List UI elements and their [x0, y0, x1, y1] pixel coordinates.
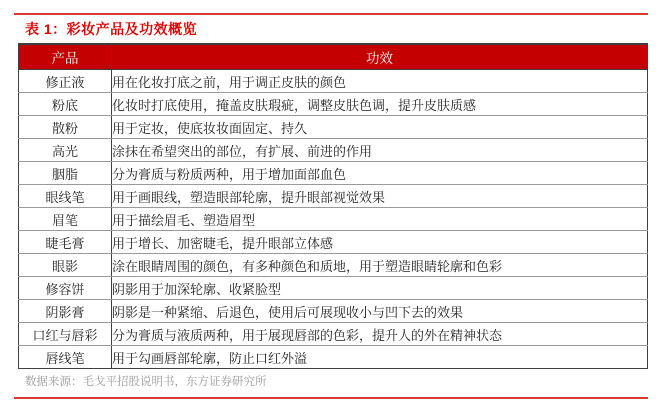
effect-cell: 用于定妆，使底妆妆面固定、持久: [112, 116, 648, 139]
table-title: 表 1：彩妆产品及功效概览: [25, 21, 198, 37]
table-row: [19, 93, 648, 116]
effect-cell: 分为膏质与液质两种，用于展现唇部的色彩，提升人的外在精神状态: [112, 323, 648, 346]
effect-cell: 化妆时打底使用，掩盖皮肤瑕疵，调整皮肤色调，提升皮肤质感: [112, 93, 648, 116]
product-cell: 修容饼: [19, 277, 112, 300]
products-effects-table-container: [18, 43, 648, 369]
table-row: [19, 208, 648, 231]
product-cell: 胭脂: [19, 162, 112, 185]
column-header-effect: 功效: [112, 44, 648, 70]
table-row: [19, 139, 648, 162]
effect-cell: 涂在眼睛周围的颜色，有多种颜色和质地，用于塑造眼睛轮廓和色彩: [112, 254, 648, 277]
product-cell: 睫毛膏: [19, 231, 112, 254]
table-row: [19, 162, 648, 185]
effect-cell: 用于增长、加密睫毛，提升眼部立体感: [112, 231, 648, 254]
data-source-note: 数据来源：毛戈平招股说明书，东方证券研究所: [25, 376, 267, 388]
table-row: [19, 254, 648, 277]
effect-cell: 阴影用于加深轮廓、收紧脸型: [112, 277, 648, 300]
column-header-product: 产品: [19, 44, 112, 70]
product-cell: 粉底: [19, 93, 112, 116]
bottom-red-rule: [14, 397, 648, 399]
table-row: [19, 346, 648, 369]
effect-cell: 用于勾画唇部轮廓，防止口红外溢: [112, 346, 648, 369]
product-cell: 散粉: [19, 116, 112, 139]
effect-cell: 用在化妆打底之前，用于调正皮肤的颜色: [112, 70, 648, 93]
table-body: [19, 70, 648, 369]
table-row: [19, 70, 648, 93]
product-cell: 眼影: [19, 254, 112, 277]
product-cell: 唇线笔: [19, 346, 112, 369]
product-cell: 眉笔: [19, 208, 112, 231]
effect-cell: 分为膏质与粉质两种，用于增加面部血色: [112, 162, 648, 185]
effect-cell: 涂抹在希望突出的部位，有扩展、前进的作用: [112, 139, 648, 162]
products-effects-table: [18, 43, 648, 369]
product-cell: 高光: [19, 139, 112, 162]
table-row: [19, 116, 648, 139]
product-cell: 口红与唇彩: [19, 323, 112, 346]
table-row: [19, 231, 648, 254]
product-cell: 阴影膏: [19, 300, 112, 323]
product-cell: 修正液: [19, 70, 112, 93]
product-cell: 眼线笔: [19, 185, 112, 208]
table-header-row: [19, 44, 648, 70]
table-row: [19, 277, 648, 300]
effect-cell: 用于画眼线，塑造眼部轮廓，提升眼部视觉效果: [112, 185, 648, 208]
table-row: [19, 300, 648, 323]
top-red-rule: [14, 13, 648, 15]
table-row: [19, 185, 648, 208]
table-row: [19, 323, 648, 346]
effect-cell: 用于描绘眉毛、塑造眉型: [112, 208, 648, 231]
effect-cell: 阴影是一种紧缩、后退色，使用后可展现收小与凹下去的效果: [112, 300, 648, 323]
